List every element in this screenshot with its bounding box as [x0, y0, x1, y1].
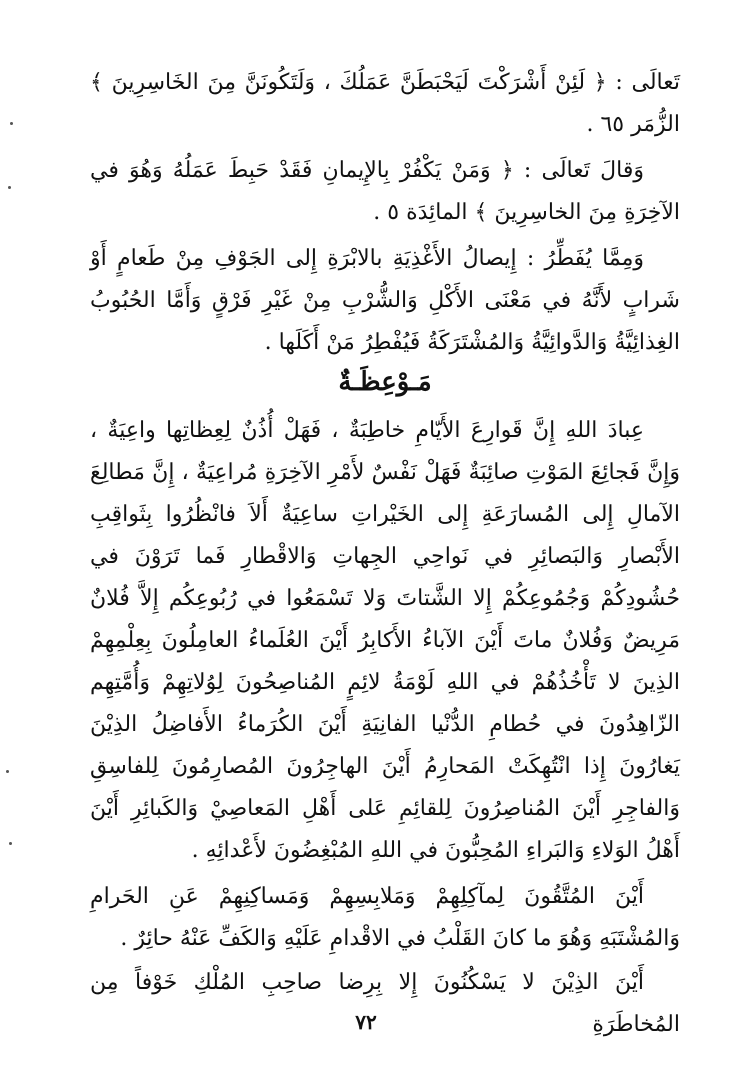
quran-quote-zumar: تَعالَى : ﴿ لَئِنْ أَشْرَكْتَ لَيَحْبَطَنَّ عَمَلُكَ ، وَلَتَكُونَنَّ مِنَ الخَاسِرِينَ ﴾ الزُّمَر ٦٥ . — [90, 70, 680, 137]
sermon-paragraph-1: عِبادَ اللهِ إِنَّ قَوارِعَ الأَيّامِ خاطِبَةٌ ، فَهَلْ أُذُنٌ لِعِظاتِها واعِيَةٌ ، وَإِنَّ فَجائِعَ المَوْتِ صائِبَةٌ فَهَلْ نَفْسٌ لأَمْرِ الآخِرَةِ مُراعِيَةٌ ، إِنَّ مَطالِعَ الآمالِ إِلى المُسارَعَةِ إِلى الخَيْراتِ ساعِيَةٌ أَلاَ فانْظُرُوا بِثَواقِبِ الأَبْصارِ وَالبَصائِرِ في نَواحِي الجِهاتِ وَالاقْطارِ فَما تَرَوْنَ في حُشُودِكُمْ وَجُمُوعِكُمْ إِلا الشَّتاتَ وَلا تَسْمَعُوا في رُبُوعِكُم إِلاَّ فُلانٌ مَرِيضٌ وَفُلانٌ ماتَ أَيْنَ الآباءُ الأَكابِرُ أَيْنَ العُلَماءُ العامِلُونَ بِعِلْمِهِمْ الذِينَ لا تَأْخُذُهُمْ في اللهِ لَوْمَةُ لائِمٍ المُناصِحُونَ لِوُلاتِهِمْ وَأُمَّتِهِم الزّاهِدُونَ في حُطامِ الدُّنْيا الفانِيَةِ أَيْنَ الكُرَماءُ الأَفاضِلُ الذِيْنَ يَغارُونَ إِذا انْتُهِكَتْ المَحارِمُ أَيْنَ الهاجِرُونَ المُصارِمُونَ لِلفاسِقِ وَالفاجِرِ أَيْنَ المُناصِرُونَ لِلقائِمِ عَلى أَهْلِ المَعاصِيْ وَالكَبائِرِ أَيْنَ أَهْلُ الوَلاءِ وَالبَراءِ المُحِبُّونَ في اللهِ المُبْغِضُونَ لأَعْدائِهِ . — [90, 418, 680, 863]
scan-speck — [8, 186, 11, 189]
page-number: ٧٢ — [355, 1010, 377, 1034]
scan-speck — [9, 842, 12, 845]
quran-quote-maidah: وَقالَ تَعالَى : ﴿ وَمَنْ يَكْفُرْ بِالإِيمانِ فَقَدْ حَبِطَ عَمَلُهُ وَهُوَ في الآخِرَةِ مِنَ الخاسِرِينَ ﴾ المائِدَة ٥ . — [90, 158, 680, 225]
sermon-paragraph-2: أَيْنَ المُتَّقُونَ لِمآكِلِهِمْ وَمَلابِسِهِمْ وَمَساكِنِهِمْ عَنِ الحَرامِ وَالمُشْتَبَهِ وَهُوَ ما كانَ القَلْبُ في الاقْدامِ عَلَيْهِ وَالكَفِّ عَنْهُ حائِرٌ . — [90, 884, 680, 951]
scan-speck — [10, 122, 13, 125]
section-heading: مَـوْعِظَـةٌ — [338, 367, 432, 397]
scan-speck — [6, 770, 9, 773]
fasting-ruling-paragraph: وَمِمَّا يُفَطِّرُ : إِيصالُ الأَغْذِيَةِ بالابْرَةِ إِلى الجَوْفِ مِنْ طَعامٍ أَوْ شَرابٍ لأَنَّهُ في مَعْنَى الأَكْلِ وَالشُّرْبِ مِنْ غَيْرِ فَرْقٍ وَأَمَّا الحُبُوبُ الغِذائِيَّةُ وَالدَّوائِيَّةُ وَالمُشْتَرَكَةُ فَيُفْطِرُ مَنْ أَكَلَها . — [90, 246, 680, 355]
sermon-paragraph-3: أَيْنَ الذِيْنَ لا يَسْكُنُونَ إِلا بِرِضا صاحِبِ المُلْكِ خَوْفاً مِن المُخاطَرَةِ — [90, 970, 680, 1037]
top-text-block — [90, 62, 680, 364]
sermon-text-block — [90, 410, 680, 1046]
